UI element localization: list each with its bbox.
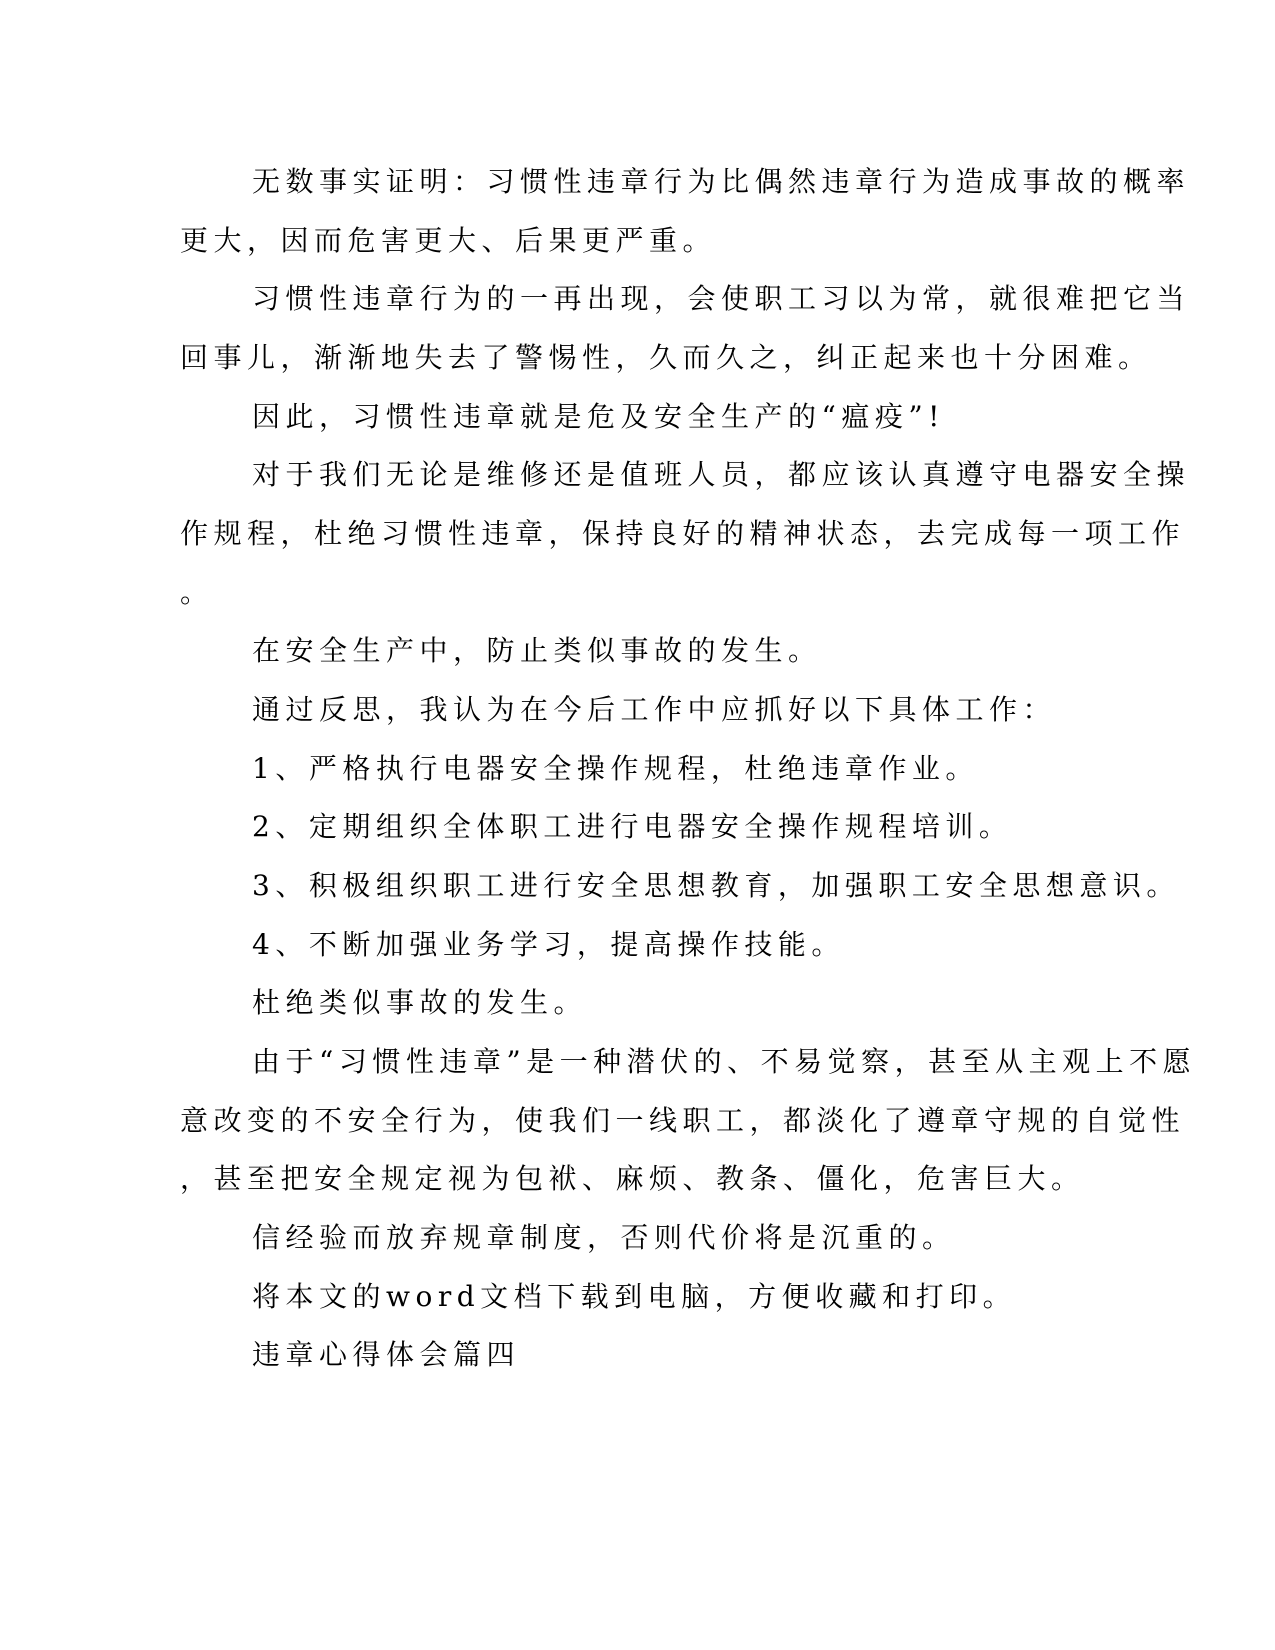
paragraph-6: 通过反思，我认为在今后工作中应抓好以下具体工作： — [252, 693, 1057, 726]
list-item-2: 2、定期组织全体职工进行电器安全操作规程培训。 — [252, 810, 1013, 843]
paragraph-8-line-3: ，甚至把安全规定视为包袱、麻烦、教条、僵化，危害巨大。 — [180, 1162, 1085, 1195]
list-item-1: 1、严格执行电器安全操作规程，杜绝违章作业。 — [252, 752, 979, 785]
paragraph-2-line-2: 回事儿，渐渐地失去了警惕性，久而久之，纠正起来也十分困难。 — [180, 341, 1152, 374]
paragraph-4-line-3: 。 — [180, 576, 214, 609]
section-heading: 违章心得体会篇四 — [252, 1338, 521, 1371]
paragraph-2-line-1: 习惯性违章行为的一再出现，会使职工习以为常，就很难把它当 — [252, 282, 1191, 315]
paragraph-8-line-1: 由于“习惯性违章”是一种潜伏的、不易觉察，甚至从主观上不愿 — [252, 1045, 1197, 1078]
paragraph-1-line-1: 无数事实证明：习惯性违章行为比偶然违章行为造成事故的概率 — [252, 165, 1191, 198]
paragraph-7: 杜绝类似事故的发生。 — [252, 986, 588, 1019]
paragraph-10: 将本文的word文档下载到电脑，方便收藏和打印。 — [252, 1280, 1017, 1313]
paragraph-4-line-2: 作规程，杜绝习惯性违章，保持良好的精神状态，去完成每一项工作 — [180, 517, 1186, 550]
paragraph-9: 信经验而放弃规章制度，否则代价将是沉重的。 — [252, 1221, 956, 1254]
list-item-4: 4、不断加强业务学习，提高操作技能。 — [252, 928, 845, 961]
paragraph-3: 因此，习惯性违章就是危及安全生产的“瘟疫”! — [252, 400, 945, 433]
paragraph-8-line-2: 意改变的不安全行为，使我们一线职工，都淡化了遵章守规的自觉性 — [180, 1104, 1186, 1137]
paragraph-4-line-1: 对于我们无论是维修还是值班人员，都应该认真遵守电器安全操 — [252, 458, 1191, 491]
list-item-3: 3、积极组织职工进行安全思想教育，加强职工安全思想意识。 — [252, 869, 1180, 902]
paragraph-5: 在安全生产中，防止类似事故的发生。 — [252, 634, 822, 667]
paragraph-1-line-2: 更大，因而危害更大、后果更严重。 — [180, 224, 717, 257]
